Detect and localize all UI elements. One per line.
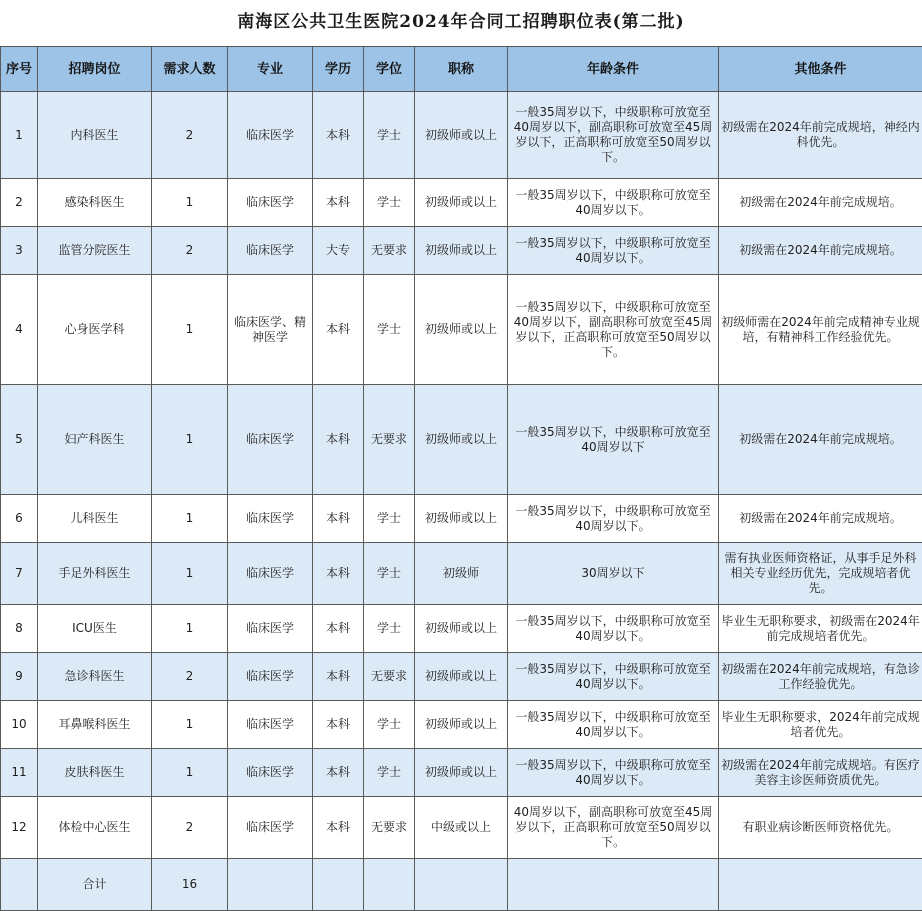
cell-major: 临床医学	[228, 543, 313, 605]
cell-major: 临床医学	[228, 749, 313, 797]
cell-post: 心身医学科	[38, 275, 152, 385]
cell-empty	[364, 859, 415, 911]
cell-no: 1	[1, 92, 38, 179]
cell-no: 12	[1, 797, 38, 859]
table-row	[1, 701, 922, 749]
cell-no: 11	[1, 749, 38, 797]
cell-education: 本科	[313, 749, 364, 797]
cell-age: 一般35周岁以下，中级职称可放宽至40周岁以下。	[508, 653, 719, 701]
header-degree: 学位	[364, 47, 415, 92]
cell-empty	[719, 859, 922, 911]
cell-no: 5	[1, 385, 38, 495]
cell-no: 6	[1, 495, 38, 543]
cell-other: 初级需在2024年前完成规培。	[719, 495, 922, 543]
cell-post: 妇产科医生	[38, 385, 152, 495]
cell-major: 临床医学	[228, 605, 313, 653]
table-row	[1, 495, 922, 543]
cell-age: 一般35周岁以下，中级职称可放宽至40周岁以下，副高职称可放宽至45周岁以下，正高职称可放宽至50周岁以下。	[508, 92, 719, 179]
cell-education: 大专	[313, 227, 364, 275]
cell-empty	[313, 859, 364, 911]
cell-count: 1	[152, 385, 228, 495]
cell-age: 一般35周岁以下，中级职称可放宽至40周岁以下。	[508, 605, 719, 653]
cell-title: 中级或以上	[415, 797, 508, 859]
cell-age: 一般35周岁以下，中级职称可放宽至40周岁以下。	[508, 495, 719, 543]
total-label: 合计	[38, 859, 152, 911]
cell-major: 临床医学	[228, 179, 313, 227]
cell-major: 临床医学	[228, 227, 313, 275]
cell-other: 初级需在2024年前完成规培，神经内科优先。	[719, 92, 922, 179]
cell-no: 3	[1, 227, 38, 275]
cell-education: 本科	[313, 385, 364, 495]
cell-count: 1	[152, 605, 228, 653]
cell-title: 初级师或以上	[415, 701, 508, 749]
cell-post: 急诊科医生	[38, 653, 152, 701]
table-header-row	[1, 47, 922, 92]
cell-count: 2	[152, 653, 228, 701]
cell-post: 皮肤科医生	[38, 749, 152, 797]
cell-post: 儿科医生	[38, 495, 152, 543]
cell-count: 2	[152, 797, 228, 859]
header-other: 其他条件	[719, 47, 922, 92]
cell-count: 1	[152, 749, 228, 797]
table-row	[1, 653, 922, 701]
cell-age: 一般35周岁以下，中级职称可放宽至40周岁以下。	[508, 701, 719, 749]
cell-major: 临床医学	[228, 797, 313, 859]
cell-post: 感染科医生	[38, 179, 152, 227]
total-count: 16	[152, 859, 228, 911]
cell-title: 初级师或以上	[415, 605, 508, 653]
cell-count: 2	[152, 227, 228, 275]
cell-empty	[415, 859, 508, 911]
cell-title: 初级师或以上	[415, 495, 508, 543]
cell-title: 初级师	[415, 543, 508, 605]
cell-other: 需有执业医师资格证，从事手足外科相关专业经历优先，完成规培者优先。	[719, 543, 922, 605]
cell-degree: 学士	[364, 179, 415, 227]
cell-major: 临床医学	[228, 701, 313, 749]
table-row	[1, 275, 922, 385]
cell-other: 初级需在2024年前完成规培。	[719, 227, 922, 275]
cell-count: 2	[152, 92, 228, 179]
cell-major: 临床医学	[228, 653, 313, 701]
table-row	[1, 227, 922, 275]
cell-title: 初级师或以上	[415, 179, 508, 227]
cell-age: 40周岁以下，副高职称可放宽至45周岁以下，正高职称可放宽至50周岁以下。	[508, 797, 719, 859]
cell-degree: 学士	[364, 275, 415, 385]
page-title: 南海区公共卫生医院2024年合同工招聘职位表(第二批)	[0, 0, 922, 44]
cell-education: 本科	[313, 701, 364, 749]
cell-degree: 无要求	[364, 653, 415, 701]
cell-other: 初级需在2024年前完成规培。	[719, 179, 922, 227]
cell-no: 10	[1, 701, 38, 749]
cell-education: 本科	[313, 495, 364, 543]
cell-title: 初级师或以上	[415, 92, 508, 179]
cell-age: 一般35周岁以下，中级职称可放宽至40周岁以下。	[508, 227, 719, 275]
cell-post: 内科医生	[38, 92, 152, 179]
cell-education: 本科	[313, 797, 364, 859]
total-row	[1, 859, 922, 911]
cell-other: 有职业病诊断医师资格优先。	[719, 797, 922, 859]
recruitment-table	[0, 46, 922, 911]
cell-degree: 无要求	[364, 227, 415, 275]
cell-post: 监管分院医生	[38, 227, 152, 275]
cell-degree: 无要求	[364, 797, 415, 859]
header-education: 学历	[313, 47, 364, 92]
cell-count: 1	[152, 495, 228, 543]
cell-other: 初级需在2024年前完成规培。	[719, 385, 922, 495]
cell-degree: 无要求	[364, 385, 415, 495]
cell-other: 毕业生无职称要求，2024年前完成规培者优先。	[719, 701, 922, 749]
cell-age: 30周岁以下	[508, 543, 719, 605]
cell-title: 初级师或以上	[415, 749, 508, 797]
cell-age: 一般35周岁以下，中级职称可放宽至40周岁以下。	[508, 179, 719, 227]
table-row	[1, 605, 922, 653]
cell-degree: 学士	[364, 495, 415, 543]
cell-education: 本科	[313, 275, 364, 385]
cell-post: 耳鼻喉科医生	[38, 701, 152, 749]
cell-major: 临床医学、精神医学	[228, 275, 313, 385]
cell-degree: 学士	[364, 543, 415, 605]
cell-other: 初级师需在2024年前完成精神专业规培，有精神科工作经验优先。	[719, 275, 922, 385]
cell-title: 初级师或以上	[415, 275, 508, 385]
table-row	[1, 749, 922, 797]
cell-degree: 学士	[364, 749, 415, 797]
cell-title: 初级师或以上	[415, 385, 508, 495]
table-row	[1, 385, 922, 495]
cell-title: 初级师或以上	[415, 227, 508, 275]
cell-other: 初级需在2024年前完成规培。有医疗美容主诊医师资质优先。	[719, 749, 922, 797]
cell-count: 1	[152, 275, 228, 385]
table-row	[1, 92, 922, 179]
cell-other: 毕业生无职称要求，初级需在2024年前完成规培者优先。	[719, 605, 922, 653]
cell-title: 初级师或以上	[415, 653, 508, 701]
cell-count: 1	[152, 543, 228, 605]
cell-age: 一般35周岁以下，中级职称可放宽至40周岁以下。	[508, 749, 719, 797]
cell-post: 手足外科医生	[38, 543, 152, 605]
header-title: 职称	[415, 47, 508, 92]
table-row	[1, 797, 922, 859]
header-major: 专业	[228, 47, 313, 92]
cell-age: 一般35周岁以下，中级职称可放宽至40周岁以下，副高职称可放宽至45周岁以下，正高职称可放宽至50周岁以下。	[508, 275, 719, 385]
cell-count: 1	[152, 179, 228, 227]
cell-no: 2	[1, 179, 38, 227]
cell-count: 1	[152, 701, 228, 749]
header-age: 年龄条件	[508, 47, 719, 92]
cell-post: ICU医生	[38, 605, 152, 653]
cell-education: 本科	[313, 543, 364, 605]
cell-other: 初级需在2024年前完成规培，有急诊工作经验优先。	[719, 653, 922, 701]
cell-degree: 学士	[364, 701, 415, 749]
header-post: 招聘岗位	[38, 47, 152, 92]
header-no: 序号	[1, 47, 38, 92]
cell-no: 8	[1, 605, 38, 653]
cell-education: 本科	[313, 653, 364, 701]
cell-no: 9	[1, 653, 38, 701]
cell-education: 本科	[313, 605, 364, 653]
cell-degree: 学士	[364, 92, 415, 179]
cell-empty	[508, 859, 719, 911]
header-count: 需求人数	[152, 47, 228, 92]
cell-post: 体检中心医生	[38, 797, 152, 859]
cell-no: 4	[1, 275, 38, 385]
cell-no: 7	[1, 543, 38, 605]
cell-major: 临床医学	[228, 495, 313, 543]
cell-no	[1, 859, 38, 911]
cell-education: 本科	[313, 92, 364, 179]
table-row	[1, 179, 922, 227]
cell-education: 本科	[313, 179, 364, 227]
cell-age: 一般35周岁以下，中级职称可放宽至40周岁以下	[508, 385, 719, 495]
table-row	[1, 543, 922, 605]
cell-empty	[228, 859, 313, 911]
cell-major: 临床医学	[228, 385, 313, 495]
cell-degree: 学士	[364, 605, 415, 653]
cell-major: 临床医学	[228, 92, 313, 179]
